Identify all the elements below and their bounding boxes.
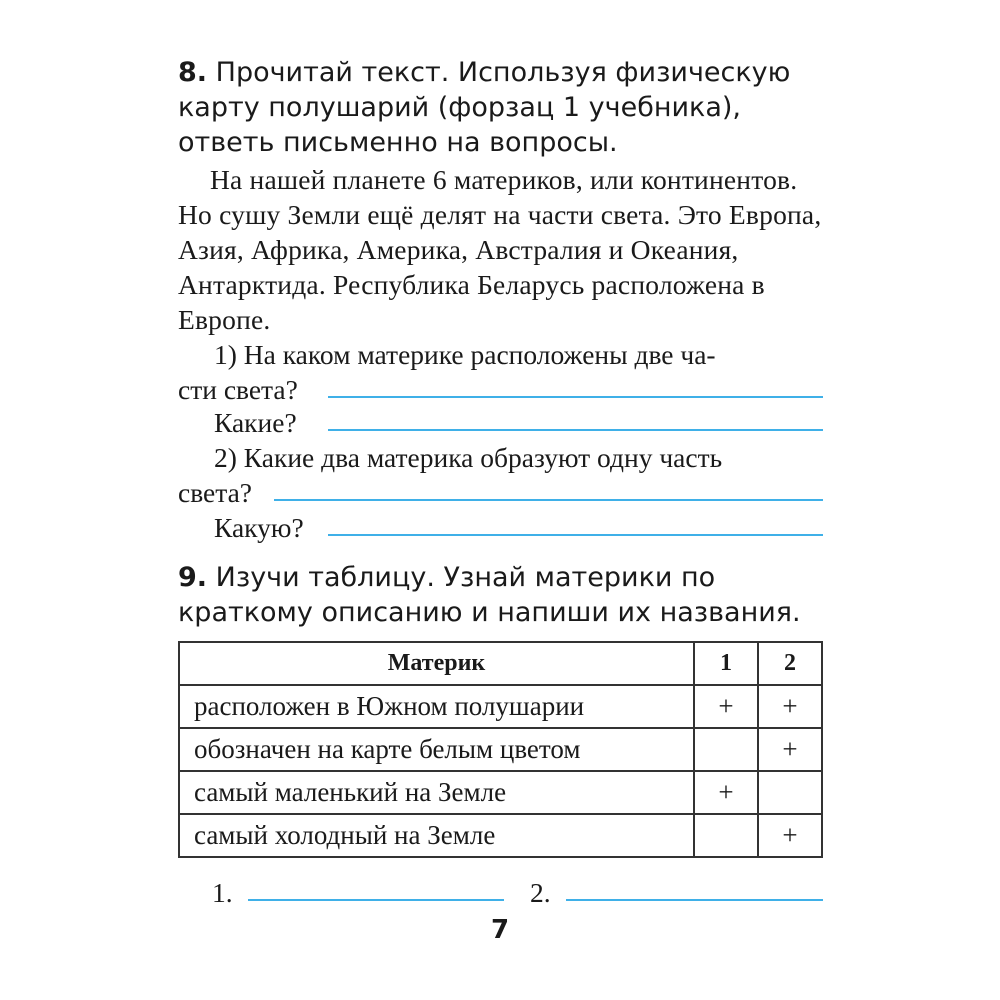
answer-line-q1-sub[interactable] xyxy=(328,429,823,431)
answer-line-2[interactable] xyxy=(566,899,823,901)
answer-line-q1[interactable] xyxy=(328,396,823,398)
plus-mark: + xyxy=(694,685,758,728)
header-col-1: 1 xyxy=(694,642,758,685)
question-2-text-end: света? xyxy=(178,477,253,508)
empty-mark xyxy=(694,728,758,771)
task-8-number: 8. xyxy=(178,57,208,88)
row-label: обозначен на карте белым цветом xyxy=(179,728,694,771)
answer-line-q2[interactable] xyxy=(274,499,823,501)
reading-text-body: На нашей планете 6 материков, или континентов. Но сушу Земли ещё делят на части света. Это Европа, Азия, Африка, Америка, Австралия и Океания, Антарктида. Республика Беларусь расположена в Европе. xyxy=(178,164,822,335)
table-row xyxy=(179,814,822,857)
row-label: самый маленький на Земле xyxy=(179,771,694,814)
question-2-sub xyxy=(178,510,823,545)
header-col-2: 2 xyxy=(758,642,822,685)
question-1-text: 1) На каком материке расположены две ча- xyxy=(214,339,716,370)
task-9-instruction-text: Изучи таблицу. Узнай материки по краткому описанию и напиши их названия. xyxy=(178,562,801,628)
task-8-reading-text xyxy=(178,162,823,337)
table-row xyxy=(179,771,822,814)
question-2-continuation xyxy=(178,475,823,510)
empty-mark xyxy=(758,771,822,814)
question-2-text: 2) Какие два материка образуют одну часть xyxy=(214,442,723,473)
page-number: 7 xyxy=(490,915,510,945)
question-1-continuation xyxy=(178,372,823,407)
answer-2-label: 2. xyxy=(530,877,551,908)
row-label: расположен в Южном полушарии xyxy=(179,685,694,728)
task-9-number: 9. xyxy=(178,562,208,593)
table-row xyxy=(179,685,822,728)
task-8-instruction xyxy=(178,55,823,160)
answer-1-label: 1. xyxy=(212,877,233,908)
empty-mark xyxy=(694,814,758,857)
plus-mark: + xyxy=(694,771,758,814)
question-1-sub xyxy=(178,405,823,440)
answer-line-q2-sub[interactable] xyxy=(328,534,823,536)
task-8-instruction-text: Прочитай текст. Используя физическую карту полушарий (форзац 1 учебника), ответь письменно на вопросы. xyxy=(178,57,791,158)
question-1-sub-text: Какие? xyxy=(214,407,297,438)
table-header-row xyxy=(179,642,822,685)
row-label: самый холодный на Земле xyxy=(179,814,694,857)
header-continent: Материк xyxy=(179,642,694,685)
plus-mark: + xyxy=(758,728,822,771)
task-9-answers xyxy=(178,875,823,910)
plus-mark: + xyxy=(758,814,822,857)
table-row xyxy=(179,728,822,771)
answer-line-1[interactable] xyxy=(248,899,504,901)
question-2-sub-text: Какую? xyxy=(214,512,304,543)
task-9-instruction xyxy=(178,560,823,630)
plus-mark: + xyxy=(758,685,822,728)
continents-table xyxy=(178,641,823,858)
question-2-line xyxy=(178,440,823,475)
question-1-line xyxy=(178,337,823,372)
question-1-text-end: сти света? xyxy=(178,374,298,405)
